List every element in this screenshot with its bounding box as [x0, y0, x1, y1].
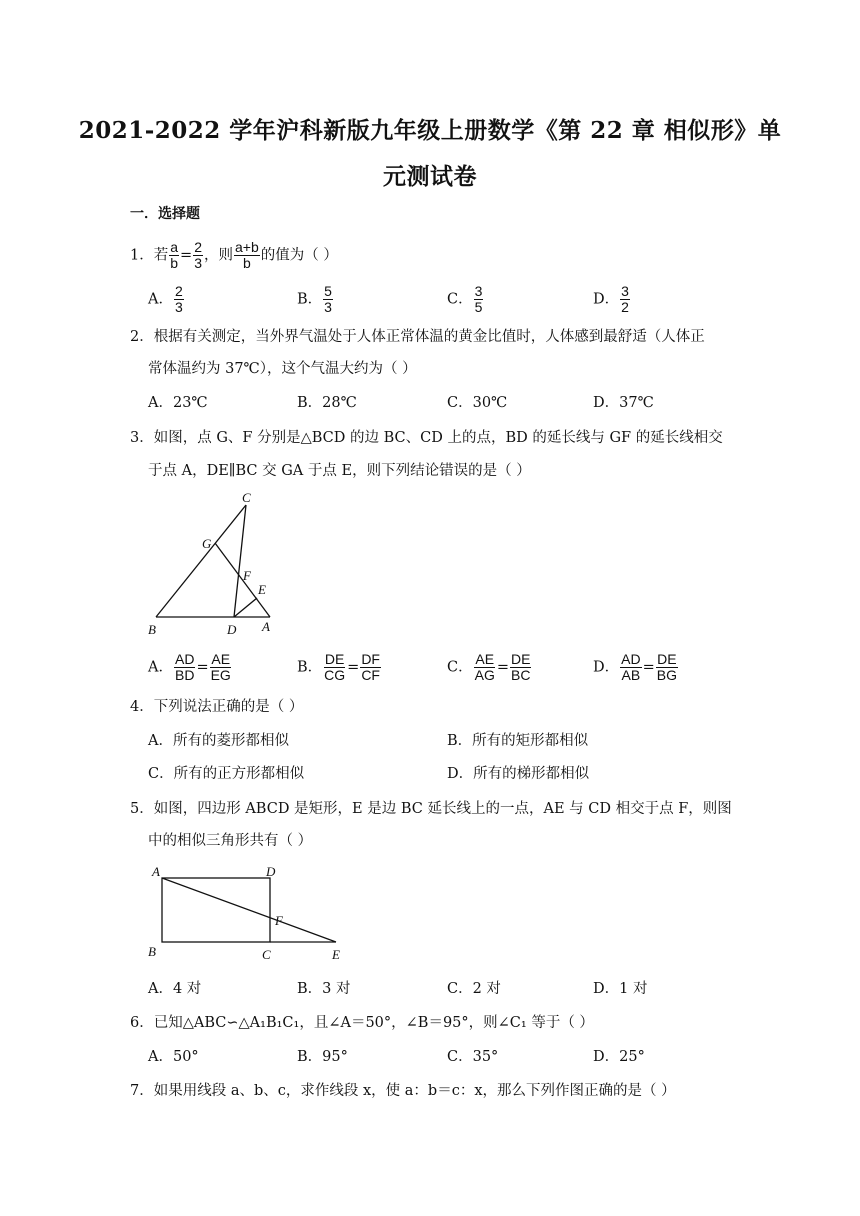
question-4: 4．下列说法正确的是（ ） [130, 699, 304, 715]
question-3-line2: 于点 A，DE∥BC 交 GA 于点 E，则下列结论错误的是（ ） [148, 463, 531, 479]
q1-fraction-2-3: $\frac{2}{3}$ [194, 239, 202, 271]
q5-option-b: B．3 对 [297, 981, 351, 997]
label-G: G [202, 536, 212, 551]
q5-option-d: D．1 对 [593, 981, 648, 997]
line-AE [162, 878, 336, 942]
page-title-line2: 元测试卷 [383, 163, 477, 190]
label-E: E [332, 947, 340, 962]
q1-suffix: 的值为（ ） [260, 247, 338, 264]
q2-option-d: D．37℃ [593, 395, 654, 411]
q1-mid: ，则 [203, 247, 233, 264]
q4-option-c: C．所有的正方形都相似 [148, 766, 305, 782]
q5-option-c: C．2 对 [447, 981, 501, 997]
q1-fraction-a-b: $\frac{a}{b}$ [170, 239, 179, 271]
q1-option-b: B． $\frac{5}{3}$ [297, 283, 332, 315]
page-title-line1: 2021-2022 学年沪科新版九年级上册数学《第 22 章 相似形》单 [78, 117, 782, 144]
q1-option-c: C． $\frac{3}{5}$ [447, 283, 483, 315]
label-A: A [262, 619, 270, 634]
q6-option-b: B．95° [297, 1049, 348, 1065]
question-5-line1: 5．如图，四边形 ABCD 是矩形，E 是边 BC 延长线上的一点，AE 与 CD 相交于点 F，则图 [130, 801, 732, 817]
label-F: F [275, 913, 283, 928]
q1-fraction-ab-b: $\frac{a+b}{b}$ [234, 239, 259, 271]
label-D: D [227, 622, 237, 637]
q1-option-a: A． $\frac{2}{3}$ [148, 283, 183, 315]
line-CD [234, 505, 246, 617]
q2-option-a: A．23℃ [148, 395, 208, 411]
q3-option-b: B． $\frac{DE}{CG}$ = $\frac{DF}{CF}$ [297, 651, 380, 683]
triangle-figure [140, 488, 290, 640]
q5-option-a: A．4 对 [148, 981, 202, 997]
q1-equals: = [180, 247, 193, 264]
q6-option-d: D．25° [593, 1049, 645, 1065]
label-B: B [148, 944, 156, 959]
label-A: A [152, 864, 160, 879]
q2-option-c: C．30℃ [447, 395, 508, 411]
q3-option-c: C． $\frac{AE}{AG}$ = $\frac{DE}{BC}$ [447, 651, 531, 683]
q4-option-b: B．所有的矩形都相似 [447, 733, 589, 749]
q2-option-b: B．28℃ [297, 395, 357, 411]
label-C: C [242, 490, 251, 505]
q4-option-a: A．所有的菱形都相似 [148, 733, 289, 749]
q6-option-c: C．35° [447, 1049, 499, 1065]
q4-option-d: D．所有的梯形都相似 [447, 766, 590, 782]
q1-prefix: 1．若 [130, 247, 169, 264]
question-2-line2: 常体温约为 37℃），这个气温大约为（ ） [148, 361, 417, 377]
question-2-line1: 2．根据有关测定，当外界气温处于人体正常体温的黄金比值时，人体感到最舒适（人体正 [130, 329, 705, 345]
q6-option-a: A．50° [148, 1049, 199, 1065]
question-6: 6．已知△ABC∽△A₁B₁C₁，且∠A＝50°，∠B＝95°，则∠C₁ 等于（ ） [130, 1015, 594, 1031]
rectangle-figure [140, 858, 350, 966]
label-C: C [262, 947, 271, 962]
line-DE [234, 598, 257, 617]
question-7: 7．如果用线段 a、b、c，求作线段 x，使 a：b＝c：x，那么下列作图正确的是（ ） [130, 1083, 676, 1099]
q1-option-d: D． $\frac{3}{2}$ [593, 283, 629, 315]
question-5-line2: 中的相似三角形共有（ ） [148, 833, 313, 849]
section-heading: 一．选择题 [130, 206, 200, 222]
label-E: E [258, 582, 266, 597]
question-1 [130, 240, 338, 271]
q3-option-a: A． $\frac{AD}{BD}$ = $\frac{AE}{EG}$ [148, 651, 231, 683]
label-B: B [148, 622, 156, 637]
label-D: D [266, 864, 276, 879]
rect-ABCD [162, 878, 270, 942]
line-BC [156, 505, 246, 617]
q3-option-d: D． $\frac{AD}{AB}$ = $\frac{DE}{BG}$ [593, 651, 677, 683]
label-F: F [243, 568, 251, 583]
question-3-line1: 3．如图，点 G、F 分别是△BCD 的边 BC、CD 上的点，BD 的延长线与 GF 的延长线相交 [130, 430, 723, 446]
